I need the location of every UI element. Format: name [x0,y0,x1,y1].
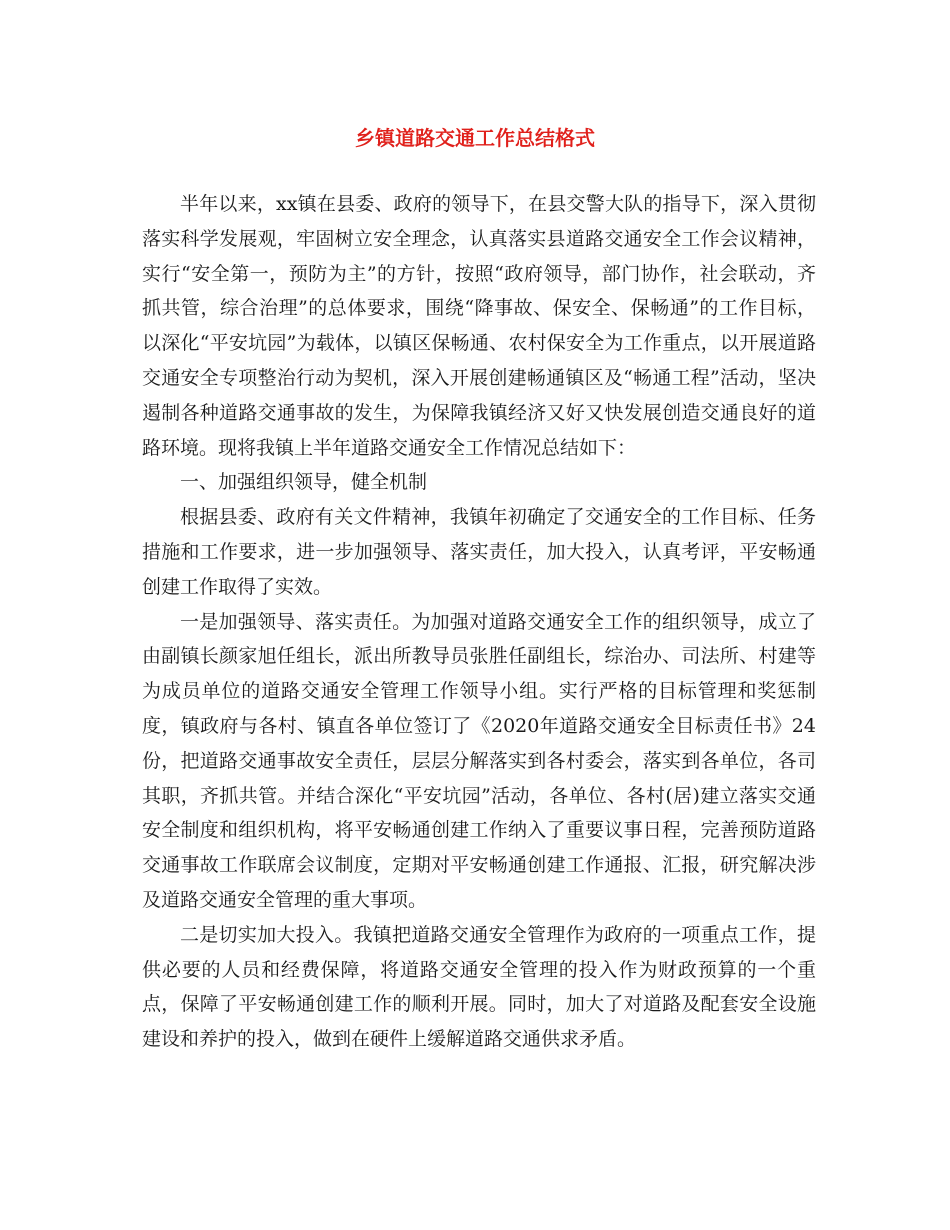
document-body [142,187,816,1057]
paragraph-leadership: 一是加强领导、落实责任。为加强对道路交通安全工作的组织领导，成立了由副镇长颜家旭任组长，派出所教导员张胜任副组长，综治办、司法所、村建等为成员单位的道路交通安全管理工作领导小组。实行严格的目标管理和奖惩制度，镇政府与各村、镇直各单位签订了《2020年道路交通安全目标责任书》24份，把道路交通事故安全责任，层层分解落实到各村委会，落实到各单位，各司其职，齐抓共管。并结合深化“平安坑园”活动，各单位、各村(居)建立落实交通安全制度和组织机构，将平安畅通创建工作纳入了重要议事日程，完善预防道路交通事故工作联席会议制度，定期对平安畅通创建工作通报、汇报，研究解决涉及道路交通安全管理的重大事项。 [142,610,816,911]
section-heading: 一、加强组织领导，健全机制 [180,471,428,494]
paragraph-intro: 半年以来，xx镇在县委、政府的领导下，在县交警大队的指导下，深入贯彻落实科学发展观，牢固树立安全理念，认真落实县道路交通安全工作会议精神，实行“安全第一，预防为主”的方针，按照“政府领导，部门协作，社会联动，齐抓共管，综合治理”的总体要求，围绕“降事故、保安全、保畅通”的工作目标，以深化“平安坑园”为载体，以镇区保畅通、农村保安全为工作重点，以开展道路交通安全专项整治行动为契机，深入开展创建畅通镇区及“畅通工程”活动，坚决遏制各种道路交通事故的发生，为保障我镇经济又好又快发展创造交通良好的道路环境。现将我镇上半年道路交通安全工作情况总结如下： [142,193,816,459]
document-title: 乡镇道路交通工作总结格式 [355,126,595,150]
paragraph-section-intro: 根据县委、政府有关文件精神，我镇年初确定了交通安全的工作目标、任务措施和工作要求，进一步加强领导、落实责任，加大投入，认真考评，平安畅通创建工作取得了实效。 [142,506,816,598]
paragraph-investment: 二是切实加大投入。我镇把道路交通安全管理作为政府的一项重点工作，提供必要的人员和经费保障，将道路交通安全管理的投入作为财政预算的一个重点，保障了平安畅通创建工作的顺利开展。同时，加大了对道路及配套安全设施建设和养护的投入，做到在硬件上缓解道路交通供求矛盾。 [142,923,816,1051]
